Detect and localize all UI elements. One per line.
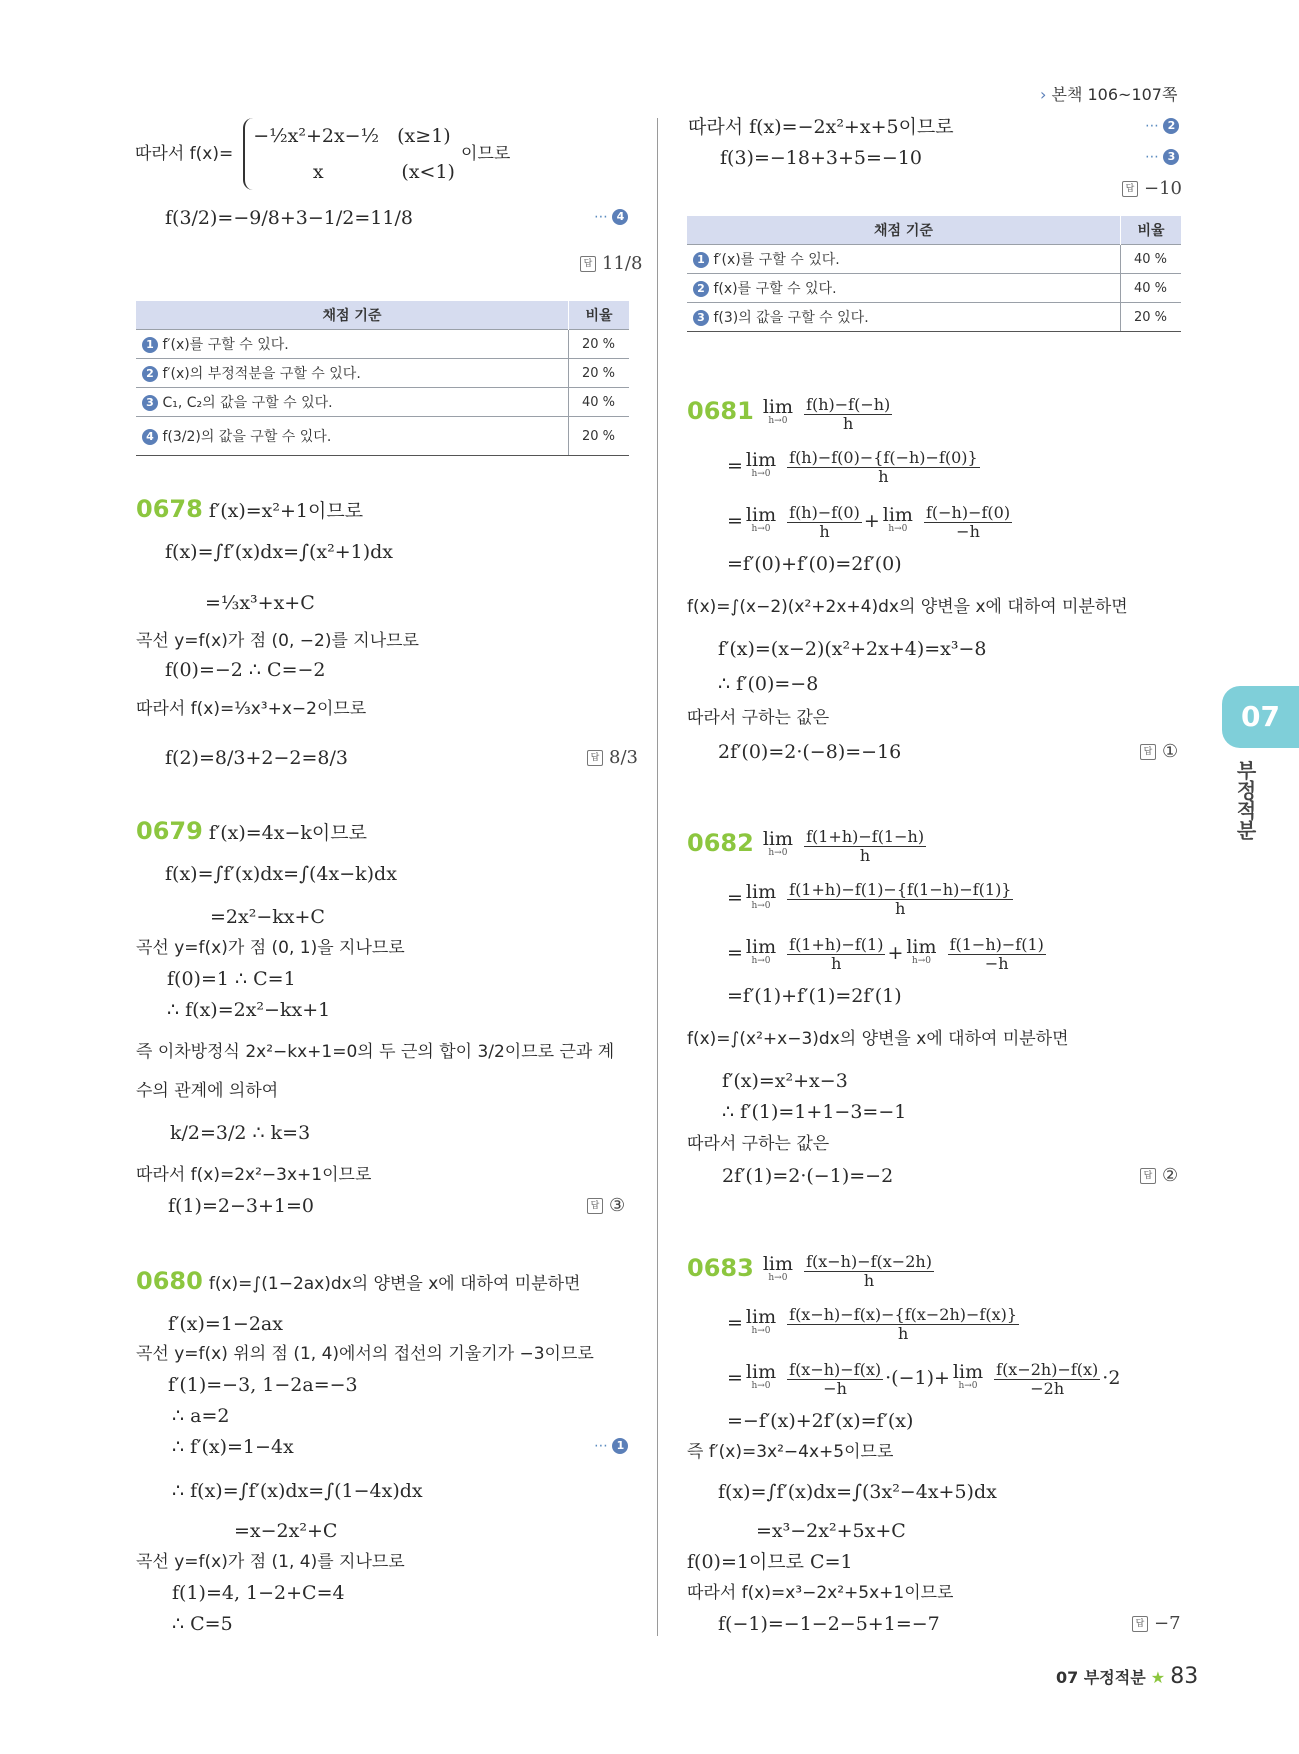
limit-sub: h→0 xyxy=(751,469,771,479)
problem-0680-line5: ∴ a=2 xyxy=(172,1405,230,1427)
problem-0682-line3: = lim h→0 $\frac{f(1+h)-f(1)}{h}$ + lim h→0 $\frac{f(1-h)-f(1)}{-h}$ xyxy=(727,934,1044,973)
answer-icon: 답 xyxy=(1132,1616,1148,1632)
problem-number: 0679 xyxy=(136,817,203,845)
limit xyxy=(762,1253,794,1285)
row-number: 1 xyxy=(693,252,709,268)
problem-0680-line11: ∴ C=5 xyxy=(172,1613,233,1635)
problem-0679-line4: 곡선 y=f(x)가 점 (0, 1)을 지나므로 xyxy=(136,938,405,958)
fraction xyxy=(804,1253,934,1290)
limit-word: lim xyxy=(762,396,794,418)
problem-0680-line8: =x−2x²+C xyxy=(234,1520,338,1542)
fraction xyxy=(804,828,926,865)
limit-word: lim xyxy=(745,881,777,903)
fraction xyxy=(787,449,980,486)
limit-sub: h→0 xyxy=(751,1326,771,1336)
answer-value: 8/3 xyxy=(609,747,638,768)
limit-sub: h→0 xyxy=(768,848,788,858)
row-text: f′(x)를 구할 수 있다. xyxy=(162,337,289,353)
answer-value: −10 xyxy=(1144,178,1182,199)
table-header-ratio: 비율 xyxy=(1121,216,1182,245)
problem-0683-line4: =−f′(x)+2f′(x)=f′(x) xyxy=(727,1410,914,1432)
problem-0680-line3: 곡선 y=f(x) 위의 점 (1, 4)에서의 접선의 기울기가 −3이므로 xyxy=(136,1344,594,1364)
problem-0679-line9: k/2=3/2 ∴ k=3 xyxy=(170,1122,311,1144)
row-text: f(3/2)의 값을 구할 수 있다. xyxy=(162,429,332,445)
limit xyxy=(952,1361,984,1393)
problem-0681-line7: ∴ f′(0)=−8 xyxy=(718,673,819,695)
denominator: −2h xyxy=(1030,1378,1065,1398)
fraction xyxy=(787,936,885,973)
numerator: f(1+h)−f(1)−{f(1−h)−f(1)} xyxy=(789,879,1012,899)
problem-number: 0681 xyxy=(687,397,754,425)
problem-number: 0680 xyxy=(136,1267,203,1295)
step-marker-number: 2 xyxy=(1163,118,1179,134)
problem-0680-line9: 곡선 y=f(x)가 점 (1, 4)를 지나므로 xyxy=(136,1552,405,1572)
answer-value: ① xyxy=(1162,741,1179,762)
problem-0680-line4: f′(1)=−3, 1−2a=−3 xyxy=(168,1374,358,1396)
answer xyxy=(587,745,638,771)
fraction xyxy=(787,1306,1019,1343)
limit-sub: h→0 xyxy=(958,1381,978,1391)
limit-word: lim xyxy=(762,1253,794,1275)
denominator: h xyxy=(831,953,842,973)
row-ratio: 20 % xyxy=(569,359,630,388)
table-row xyxy=(136,330,629,359)
numerator: f(x−2h)−f(x) xyxy=(996,1359,1099,1379)
answer-icon: 답 xyxy=(587,750,603,766)
table-header-ratio: 비율 xyxy=(569,301,630,330)
row-number: 4 xyxy=(142,429,158,445)
problem-0683-line3 xyxy=(727,1354,1120,1402)
step-marker-number: 1 xyxy=(612,1438,628,1454)
problem-0681-line3: = lim h→0 $\frac{f(h)-f(0)}{h}$ + lim h→0 $\frac{f(-h)-f(0)}{-h}$ xyxy=(727,502,1011,541)
row-text: f(3)의 값을 구할 수 있다. xyxy=(713,310,869,326)
problem-0679-line8: 수의 관계에 의하여 xyxy=(136,1081,279,1101)
answer-value: ② xyxy=(1162,1165,1179,1186)
limit xyxy=(745,1361,777,1393)
limit xyxy=(882,504,913,536)
problem-0678-line3: =⅓x³+x+C xyxy=(205,592,315,614)
limit xyxy=(745,504,777,536)
denominator: h xyxy=(878,466,889,486)
fraction xyxy=(787,504,862,541)
scoring-table-left xyxy=(136,301,629,456)
denominator: −h xyxy=(956,521,980,541)
page-reference-text: 본책 106~107쪽 xyxy=(1051,85,1178,104)
limit-sub: h→0 xyxy=(751,524,771,534)
equals: = xyxy=(727,942,743,964)
problem-0679-line10: 따라서 f(x)=2x²−3x+1이므로 xyxy=(136,1165,372,1185)
limit-sub: h→0 xyxy=(768,1273,788,1283)
numerator: f(1+h)−f(1−h) xyxy=(806,826,925,846)
denominator: h xyxy=(819,521,830,541)
case1-condition: (x≥1) xyxy=(397,125,451,147)
answer xyxy=(1132,1611,1181,1637)
answer xyxy=(587,1193,625,1219)
step-marker: ⋯ 2 xyxy=(1145,118,1179,134)
piecewise-cases xyxy=(243,118,455,190)
row-ratio: 20 % xyxy=(569,417,630,456)
limit-word: lim xyxy=(952,1361,984,1383)
numerator: f(−h)−f(0) xyxy=(925,502,1011,522)
piecewise-intro: 따라서 f(x)= xyxy=(135,144,234,164)
row-number: 3 xyxy=(142,395,158,411)
step-marker: ⋯ 3 xyxy=(1145,149,1179,165)
problem-0679-line6: ∴ f(x)=2x²−kx+1 xyxy=(167,999,331,1021)
limit-sub: h→0 xyxy=(768,416,788,426)
limit xyxy=(906,936,937,968)
fraction xyxy=(804,396,892,433)
answer xyxy=(1140,1163,1178,1189)
problem-0679-line1 xyxy=(136,818,367,846)
star-icon: ★ xyxy=(1150,1668,1166,1687)
problem-0680-line2: f′(x)=1−2ax xyxy=(168,1313,283,1335)
answer-value: ③ xyxy=(609,1195,626,1216)
limit-sub: h→0 xyxy=(751,901,771,911)
scoring-table-right xyxy=(687,216,1181,332)
problem-0680-line7: ∴ f(x)=∫f′(x)dx=∫(1−4x)dx xyxy=(172,1480,423,1502)
problem-0678-line6: 따라서 f(x)=⅓x³+x−2이므로 xyxy=(136,699,367,719)
numerator: f(h)−f(0) xyxy=(789,502,860,522)
table-row xyxy=(136,417,629,456)
limit-word: lim xyxy=(762,828,794,850)
case2-condition: (x<1) xyxy=(401,161,455,183)
fraction xyxy=(948,936,1046,973)
problem-0678-line2: f(x)=∫f′(x)dx=∫(x²+1)dx xyxy=(165,541,394,563)
fraction xyxy=(924,504,1012,541)
right-top-line1: 따라서 f(x)=−2x²+x+5이므로 xyxy=(688,116,954,138)
problem-0679-line3: =2x²−kx+C xyxy=(210,906,325,928)
limit-word: lim xyxy=(745,1306,777,1328)
case1-expression: −½x²+2x−½ xyxy=(253,125,380,147)
case2-expression: x xyxy=(312,161,324,183)
problem-0679-line5: f(0)=1 ∴ C=1 xyxy=(167,968,296,990)
table-row xyxy=(687,303,1181,332)
problem-number: 0678 xyxy=(136,495,203,523)
row-ratio: 20 % xyxy=(569,330,630,359)
page-number: 83 xyxy=(1170,1664,1199,1689)
right-top-line2: f(3)=−18+3+5=−10 xyxy=(720,147,922,169)
problem-0682-line6: f′(x)=x²+x−3 xyxy=(722,1070,848,1092)
answer xyxy=(1122,176,1182,202)
limit-word: lim xyxy=(745,449,777,471)
piecewise-suffix: 이므로 xyxy=(461,144,511,164)
equals: = xyxy=(727,455,743,477)
row-ratio: 20 % xyxy=(1121,303,1182,332)
problem-0683-line5: 즉 f′(x)=3x²−4x+5이므로 xyxy=(687,1442,894,1462)
problem-0679-line2: f(x)=∫f′(x)dx=∫(4x−k)dx xyxy=(165,863,397,885)
line-text: f′(x)=x²+1이므로 xyxy=(208,500,364,522)
problem-0678-line5: f(0)=−2 ∴ C=−2 xyxy=(165,659,326,681)
chapter-tab[interactable] xyxy=(1222,686,1299,748)
problem-0678-line7: f(2)=8/3+2−2=8/3 xyxy=(165,747,348,769)
limit xyxy=(762,396,794,428)
answer-value: 11/8 xyxy=(602,253,643,274)
answer-icon: 답 xyxy=(587,1198,603,1214)
chapter-tab-number: 07 xyxy=(1241,700,1280,733)
problem-0683-line2 xyxy=(727,1299,1021,1347)
problem-0679-line11: f(1)=2−3+1=0 xyxy=(168,1195,314,1217)
numerator: f(x−h)−f(x−2h) xyxy=(806,1251,932,1271)
problem-number: 0683 xyxy=(687,1254,754,1282)
problem-0678-line4: 곡선 y=f(x)가 점 (0, −2)를 지나므로 xyxy=(136,631,419,651)
row-text: C₁, C₂의 값을 구할 수 있다. xyxy=(162,395,333,411)
row-text: f′(x)의 부정적분을 구할 수 있다. xyxy=(162,366,361,382)
problem-0683-line1 xyxy=(687,1244,936,1292)
line-text: f′(x)=4x−k이므로 xyxy=(208,822,367,844)
row-number: 1 xyxy=(142,337,158,353)
denominator: h xyxy=(843,413,854,433)
numerator: f(h)−f(−h) xyxy=(806,394,891,414)
problem-0680-line1 xyxy=(136,1268,580,1297)
chapter-tab-title: 부정적분 xyxy=(1233,760,1257,840)
problem-0683-line9: 따라서 f(x)=x³−2x²+5x+1이므로 xyxy=(687,1583,954,1603)
problem-0681-line9: 2f′(0)=2·(−8)=−16 xyxy=(718,741,902,763)
fraction xyxy=(787,1361,883,1398)
footer-chapter: 07 부정적분 xyxy=(1056,1668,1146,1687)
limit xyxy=(745,936,777,968)
problem-0678-line1 xyxy=(136,496,363,524)
answer-icon: 답 xyxy=(1122,181,1138,197)
numerator: f(x−h)−f(x)−{f(x−2h)−f(x)} xyxy=(789,1304,1018,1324)
table-header-criteria: 채점 기준 xyxy=(687,216,1121,245)
problem-number: 0682 xyxy=(687,829,754,857)
problem-0682-line9: 2f′(1)=2·(−1)=−2 xyxy=(722,1165,894,1187)
problem-0683-line7: =x³−2x²+5x+C xyxy=(756,1520,906,1542)
numerator: f(1+h)−f(1) xyxy=(789,934,884,954)
problem-0682-line7: ∴ f′(1)=1+1−3=−1 xyxy=(722,1101,907,1123)
problem-0682-line8: 따라서 구하는 값은 xyxy=(687,1134,830,1154)
row-ratio: 40 % xyxy=(1121,245,1182,274)
problem-0683-line6: f(x)=∫f′(x)dx=∫(3x²−4x+5)dx xyxy=(718,1481,997,1503)
limit xyxy=(745,449,777,481)
limit-sub: h→0 xyxy=(911,956,931,966)
limit-word: lim xyxy=(906,936,937,958)
fraction xyxy=(994,1361,1100,1398)
problem-0682-line1 xyxy=(687,819,928,867)
fraction xyxy=(787,881,1013,918)
denominator: h xyxy=(859,845,871,865)
row-number: 2 xyxy=(693,281,709,297)
equals: = xyxy=(727,1312,743,1334)
table-row xyxy=(136,359,629,388)
problem-0681-line5: f(x)=∫(x−2)(x²+2x+4)dx의 양변을 x에 대하여 미분하면 xyxy=(687,597,1128,617)
step-marker: ⋯ 1 xyxy=(594,1438,628,1454)
problem-0681-line6: f′(x)=(x−2)(x²+2x+4)=x³−8 xyxy=(718,638,987,660)
limit xyxy=(745,1306,777,1338)
eval-line: f(3/2)=−9/8+3−1/2=11/8 xyxy=(165,207,413,229)
table-row xyxy=(136,388,629,417)
answer-icon: 답 xyxy=(1140,1168,1156,1184)
step-marker-number: 3 xyxy=(1163,149,1179,165)
answer-icon: 답 xyxy=(580,256,596,272)
chevron-right-icon: › xyxy=(1040,85,1047,104)
problem-0680-line10: f(1)=4, 1−2+C=4 xyxy=(172,1582,345,1604)
numerator: f(1−h)−f(1) xyxy=(949,934,1044,954)
page-footer xyxy=(1056,1664,1198,1689)
denominator: h xyxy=(897,1323,909,1343)
numerator: f(h)−f(0)−{f(−h)−f(0)} xyxy=(789,447,978,467)
row-text: f(x)를 구할 수 있다. xyxy=(713,281,837,297)
equals: = xyxy=(727,1367,743,1389)
table-header-criteria: 채점 기준 xyxy=(136,301,569,330)
limit-sub: h→0 xyxy=(751,956,771,966)
column-divider xyxy=(657,118,658,1636)
row-number: 3 xyxy=(693,310,709,326)
row-text: f′(x)를 구할 수 있다. xyxy=(713,252,840,268)
middle-term: ·(−1)+ xyxy=(885,1367,950,1389)
limit xyxy=(762,828,794,860)
problem-0683-line10: f(−1)=−1−2−5+1=−7 xyxy=(718,1613,940,1635)
answer xyxy=(580,251,642,277)
problem-0682-line2 xyxy=(727,874,1015,922)
limit-sub: h→0 xyxy=(888,524,908,534)
limit-word: lim xyxy=(745,1361,777,1383)
problem-0680-line6: ∴ f′(x)=1−4x xyxy=(172,1436,294,1458)
denominator: h xyxy=(863,1270,875,1290)
page-reference xyxy=(1040,82,1177,105)
denominator: −h xyxy=(823,1378,847,1398)
table-row xyxy=(687,245,1181,274)
limit-sub: h→0 xyxy=(751,1381,771,1391)
problem-0682-line5: f(x)=∫(x²+x−3)dx의 양변을 x에 대하여 미분하면 xyxy=(687,1029,1069,1049)
limit-word: lim xyxy=(882,504,913,526)
piecewise-definition xyxy=(135,118,510,188)
end-term: ·2 xyxy=(1102,1367,1121,1389)
answer-icon: 답 xyxy=(1140,744,1156,760)
problem-0681-line2 xyxy=(727,442,982,490)
denominator: h xyxy=(895,898,906,918)
table-row xyxy=(687,274,1181,303)
problem-0681-line1 xyxy=(687,387,894,435)
step-marker: ⋯ 4 xyxy=(594,209,628,225)
row-ratio: 40 % xyxy=(1121,274,1182,303)
step-marker-number: 4 xyxy=(612,209,628,225)
problem-0681-line8: 따라서 구하는 값은 xyxy=(687,708,830,728)
line-text: f(x)=∫(1−2ax)dx의 양변을 x에 대하여 미분하면 xyxy=(208,1274,581,1294)
problem-0681-line4: =f′(0)+f′(0)=2f′(0) xyxy=(727,553,902,575)
equals: = xyxy=(727,887,743,909)
equals: = xyxy=(727,510,743,532)
problem-0679-line7: 즉 이차방정식 2x²−kx+1=0의 두 근의 합이 3/2이므로 근과 계 xyxy=(136,1042,615,1062)
limit-word: lim xyxy=(745,504,777,526)
row-ratio: 40 % xyxy=(569,388,630,417)
denominator: −h xyxy=(984,953,1009,973)
problem-0683-line8: f(0)=1이므로 C=1 xyxy=(687,1551,853,1573)
limit-word: lim xyxy=(745,936,777,958)
answer xyxy=(1140,739,1178,765)
row-number: 2 xyxy=(142,366,158,382)
limit xyxy=(745,881,777,913)
answer-value: −7 xyxy=(1154,1613,1181,1634)
problem-0682-line4: =f′(1)+f′(1)=2f′(1) xyxy=(727,985,902,1007)
numerator: f(x−h)−f(x) xyxy=(789,1359,882,1379)
